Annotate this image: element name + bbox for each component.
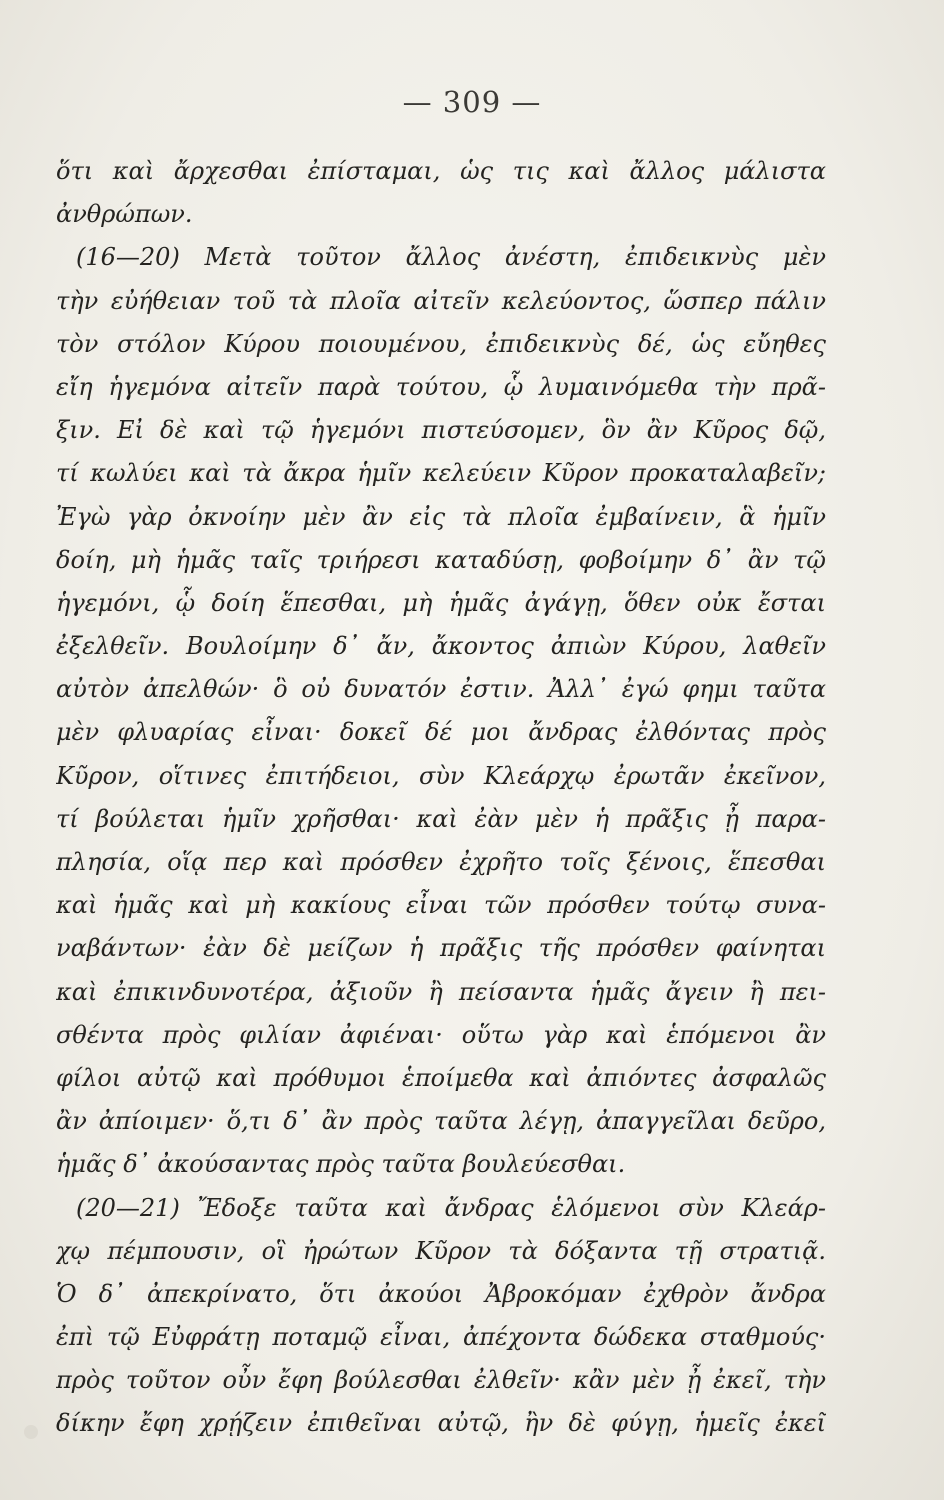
text-line: ἡγεμόνι, ᾧ δοίη ἕπεσθαι, μὴ ἡμᾶς ἀγάγῃ, ὅθεν οὐκ ἔσται	[56, 588, 826, 617]
text-line: σθέντα πρὸς φιλίαν ἀφιέναι· οὕτω γὰρ καὶ ἑπόμενοι ἂν	[56, 1020, 826, 1049]
text-line: μὲν φλυαρίας εἶναι· δοκεῖ δέ μοι ἄνδρας ἐλθόντας πρὸς	[56, 718, 826, 747]
body-text	[56, 150, 826, 1446]
text-line: χῳ πέμπουσιν, οἳ ἠρώτων Κῦρον τὰ δόξαντα τῇ στρατιᾷ.	[56, 1236, 826, 1265]
text-line: ὅτι καὶ ἄρχεσθαι ἐπίσταμαι, ὡς τις καὶ ἄλλος μάλιστα	[56, 157, 826, 185]
text-line: δίκην ἔφη χρῄζειν ἐπιθεῖναι αὐτῷ, ἢν δὲ φύγῃ, ἡμεῖς ἐκεῖ	[56, 1409, 826, 1438]
text-line: φίλοι αὐτῷ καὶ πρόθυμοι ἑποίμεθα καὶ ἀπιόντες ἀσφαλῶς	[56, 1063, 826, 1092]
text-line: τί κωλύει καὶ τὰ ἄκρα ἡμῖν κελεύειν Κῦρον προκαταλαβεῖν;	[56, 459, 826, 488]
text-line: ἂν ἀπίοιμεν· ὅ,τι δ᾽ ἂν πρὸς ταῦτα λέγῃ, ἀπαγγεῖλαι δεῦρο,	[56, 1107, 826, 1136]
page-number: — 309 —	[402, 85, 542, 119]
text-line: Κῦρον, οἵτινες ἐπιτήδειοι, σὺν Κλεάρχῳ ἐρωτᾶν ἐκεῖνον,	[56, 761, 826, 790]
text-line: τὸν στόλον Κύρου ποιουμένου, ἐπιδεικνὺς δέ, ὡς εὔηθες	[56, 329, 826, 358]
text-line: ἐξελθεῖν. Βουλοίμην δ᾽ ἄν, ἄκοντος ἀπιὼν Κύρου, λαθεῖν	[56, 632, 826, 661]
text-line: ξιν. Εἰ δὲ καὶ τῷ ἡγεμόνι πιστεύσομεν, ὃν ἂν Κῦρος δῷ,	[56, 416, 826, 445]
text-line: τί βούλεται ἡμῖν χρῆσθαι· καὶ ἐὰν μὲν ἡ πρᾶξις ᾖ παρα-	[56, 804, 826, 833]
text-line: (16—20) Μετὰ τοῦτον ἄλλος ἀνέστη, ἐπιδεικνὺς μὲν	[76, 243, 826, 272]
text-line: δοίη, μὴ ἡμᾶς ταῖς τριήρεσι καταδύσῃ, φοβοίμην δ᾽ ἂν τῷ	[56, 545, 826, 574]
text-line: ναβάντων· ἐὰν δὲ μείζων ἡ πρᾶξις τῆς πρόσθεν φαίνηται	[56, 934, 826, 963]
text-line: καὶ ἡμᾶς καὶ μὴ κακίους εἶναι τῶν πρόσθεν τούτῳ συνα-	[56, 891, 826, 920]
text-line: πλησία, οἵᾳ περ καὶ πρόσθεν ἐχρῆτο τοῖς ξένοις, ἕπεσθαι	[56, 848, 826, 876]
text-line: τὴν εὐήθειαν τοῦ τὰ πλοῖα αἰτεῖν κελεύοντος, ὥσπερ πάλιν	[56, 286, 826, 315]
text-line: Ὁ δ᾽ ἀπεκρίνατο, ὅτι ἀκούοι Ἀβροκόμαν ἐχθρὸν ἄνδρα	[56, 1279, 826, 1308]
text-line: ἀνθρώπων.	[56, 200, 193, 229]
text-line: αὐτὸν ἀπελθών· ὃ οὐ δυνατόν ἐστιν. Ἀλλ᾽ ἐγώ φημι ταῦτα	[56, 675, 826, 704]
text-line: ἡμᾶς δ᾽ ἀκούσαντας πρὸς ταῦτα βουλεύεσθαι.	[56, 1150, 626, 1179]
text-line: Ἐγὼ γὰρ ὀκνοίην μὲν ἂν εἰς τὰ πλοῖα ἐμβαίνειν, ἃ ἡμῖν	[56, 502, 826, 531]
paper-spot	[24, 1425, 38, 1439]
text-line: πρὸς τοῦτον οὖν ἔφη βούλεσθαι ἐλθεῖν· κἂν μὲν ᾖ ἐκεῖ, τὴν	[56, 1366, 826, 1395]
text-line: (20—21) Ἔδοξε ταῦτα καὶ ἄνδρας ἑλόμενοι σὺν Κλεάρ-	[76, 1193, 826, 1222]
text-line: εἴη ἡγεμόνα αἰτεῖν παρὰ τούτου, ᾧ λυμαινόμεθα τὴν πρᾶ-	[56, 372, 826, 401]
text-line: ἐπὶ τῷ Εὐφράτῃ ποταμῷ εἶναι, ἀπέχοντα δώδεκα σταθμούς·	[56, 1323, 826, 1352]
text-line: καὶ ἐπικινδυνοτέρα, ἀξιοῦν ἢ πείσαντα ἡμᾶς ἄγειν ἢ πει-	[56, 977, 826, 1006]
